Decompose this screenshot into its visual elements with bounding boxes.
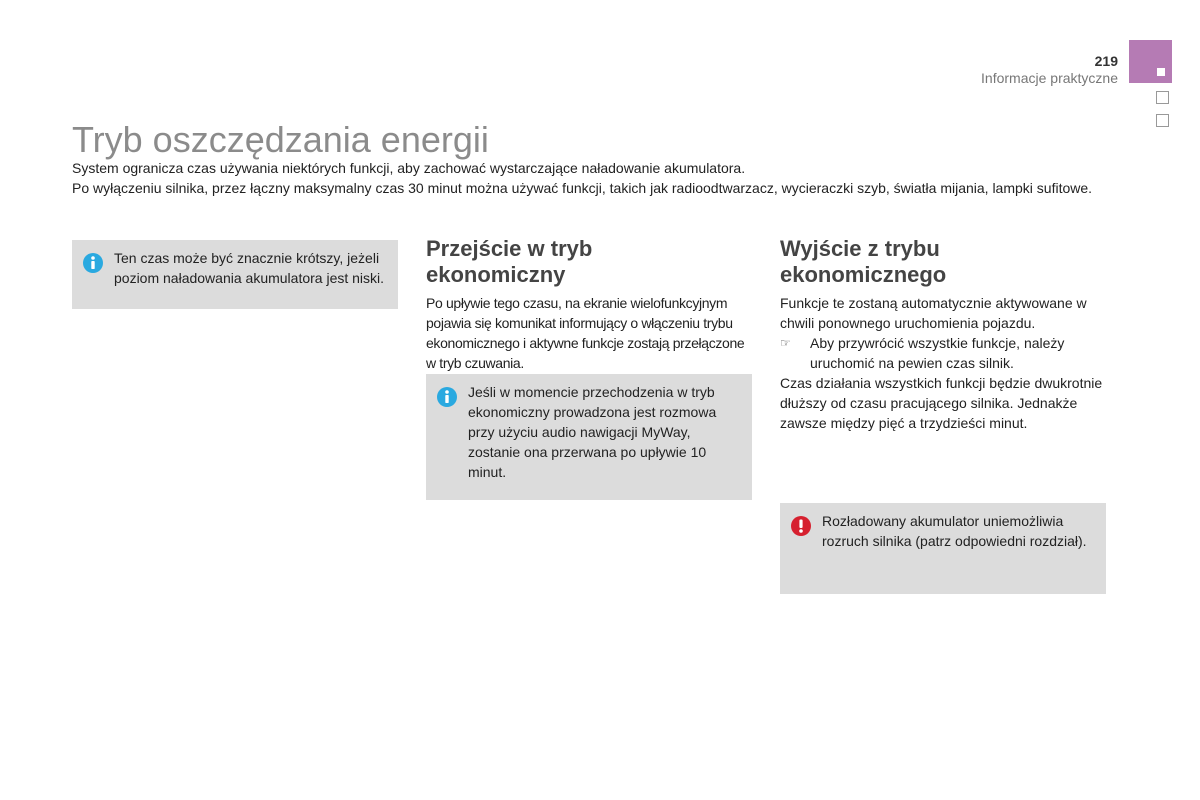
info-note-text: Jeśli w momencie przechodzenia w tryb ekonomiczny prowadzona jest rozmowa przy użyciu audio nawigacji MyWay, zostanie ona przerwana po upływie 10 minut.	[468, 384, 717, 480]
info-icon	[83, 253, 103, 273]
section-body-text: Funkcje te zostaną automatycznie aktywowane w chwili ponownego uruchomienia pojazdu.	[780, 295, 1087, 331]
warning-icon	[791, 516, 811, 536]
chapter-tab-box	[1156, 114, 1169, 127]
info-note	[426, 374, 752, 500]
chapter-tab-box	[1156, 91, 1169, 104]
warning-note	[780, 503, 1106, 594]
section-name: Informacje praktyczne	[981, 70, 1118, 86]
chapter-tab	[1129, 40, 1172, 83]
section-heading: Wyjście z trybu ekonomicznego	[780, 236, 947, 287]
info-icon	[437, 387, 457, 407]
info-note	[72, 240, 398, 309]
pointing-hand-icon: ☞	[780, 336, 791, 350]
chapter-tab-dot	[1157, 68, 1165, 76]
section-body	[426, 293, 756, 373]
bullet-item	[780, 333, 1110, 373]
intro-text	[72, 158, 1112, 198]
page-number: 219	[1094, 53, 1118, 69]
section-body-text: Czas działania wszystkich funkcji będzie dwukrotnie dłuższy od czasu pracującego silnika. Jednakże zawsze między pięć a trzydzieści minut.	[780, 375, 1103, 431]
warning-note-text: Rozładowany akumulator uniemożliwia rozruch silnika (patrz odpowiedni rozdział).	[822, 513, 1087, 549]
section-heading: Przejście w tryb ekonomiczny	[426, 236, 593, 287]
info-note-text: Ten czas może być znacznie krótszy, jeżeli poziom naładowania akumulatora jest niski.	[114, 250, 385, 286]
section-body	[780, 293, 1110, 433]
page-title: Tryb oszczędzania energii	[72, 119, 489, 160]
bullet-text: Aby przywrócić wszystkie funkcje, należy uruchomić na pewien czas silnik.	[810, 335, 1065, 371]
intro-line: Po wyłączeniu silnika, przez łączny maksymalny czas 30 minut można używać funkcji, takich jak radioodtwarzacz, wycieraczki szyb, światła mijania, lampki sufitowe.	[72, 180, 1093, 196]
section-body-text: Po upływie tego czasu, na ekranie wielofunkcyjnym pojawia się komunikat informujący o włączeniu trybu ekonomicznego i aktywne funkcje zostają przełączone w tryb czuwania.	[426, 295, 745, 371]
intro-line: System ogranicza czas używania niektórych funkcji, aby zachować wystarczające naładowanie akumulatora.	[72, 160, 746, 176]
